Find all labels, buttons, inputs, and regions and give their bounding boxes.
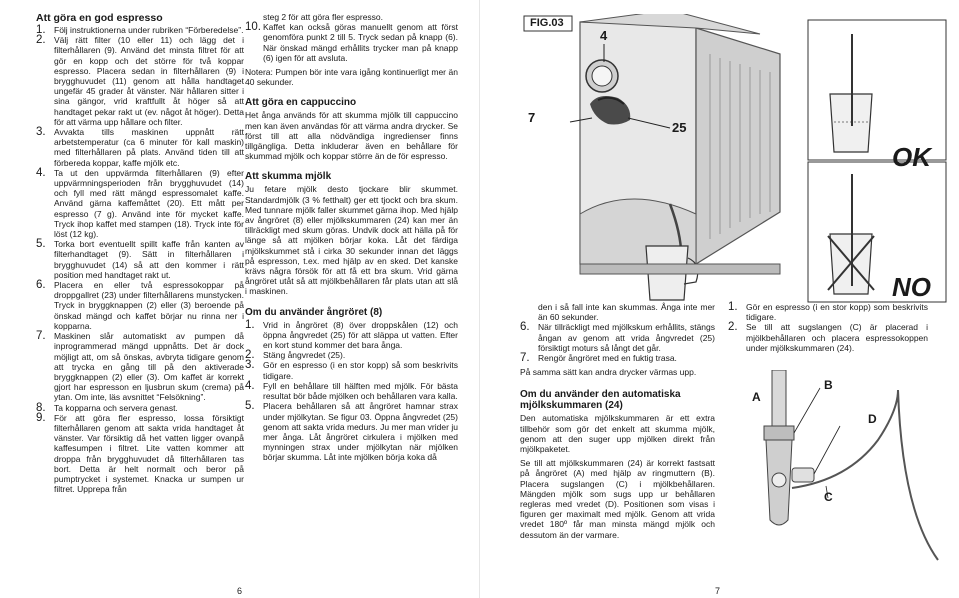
- step-number: 5.: [36, 238, 46, 251]
- label-c: C: [824, 490, 833, 504]
- page-number-right: 7: [715, 586, 721, 596]
- step-number: 3.: [245, 359, 255, 372]
- step-number: 4.: [245, 379, 255, 392]
- list-item: [728, 322, 928, 353]
- callout-4: 4: [600, 28, 608, 43]
- section-title-espresso: Att göra en god espresso: [36, 12, 163, 24]
- list-item: [520, 322, 715, 353]
- callout-7: 7: [528, 110, 536, 125]
- page-number-left: 6: [237, 586, 243, 596]
- skumma-text: Ju fetare mjölk desto tjockare blir skummet. Standardmjölk (3 % fetthalt) ger ett tjockt och bra skum. Med tunnare mjölk faller skummet gärna ihop. Med hjälp av ångröret (8) eller mjölkskummaren (24) kan mer än tillräckligt med skum göras. Undvik dock att hälla på för länge så att mjölken börjar koka. Låt det färdiga mjölkskummet stå i cirka 30 sekunder innan det läggs på espresson, t.ex. med hjälp av en sked. Det kanske krävs några försök för att få ett bra skum. Vrid gärna ångröret utåt så att mjölkbehållaren får plats utan att slå i maskinen.: [245, 184, 458, 297]
- list-item: [245, 350, 458, 360]
- list-item: [520, 353, 715, 363]
- figure-03: [520, 14, 950, 306]
- step-text: Kaffet kan också göras manuellt genom att först genomföra punkt 2 till 5. Tryck sedan på knapp (6). När önskad mängd erhållits trycker man på knapp (6) igen för att avsluta.: [263, 22, 458, 63]
- step-text: Ta ut den uppvärmda filterhållaren (9) efter uppvärmningsperioden från brygghuvudet (14) och fyll med rätt mängd espressomalet kaffe. Använd gärna kaffemåttet (20). Ett mått per espresso (7 g). Använd inte för mycket kaffe. Tryck ihop kaffet med stampen (18). Tryck inte för löst (12 kg).: [54, 167, 244, 240]
- list-item: [36, 239, 244, 280]
- auto-text-2: Se till att mjölkskummaren (24) är korrekt fastsatt på ångröret (A) med hjälp av ringmuttern (B). Placera sugslangen (C) i mjölkbehållaren. Mängden mjölk som sugs upp ur behållaren regleras med vredet (D). Positionen som visas i figuren ger maximalt med mjölk. Genom att vrida vredet 180º får man minsta mängd mjölk och dessutom än der varmare.: [520, 458, 715, 540]
- list-item: [36, 168, 244, 239]
- section-title-cappuccino: Att göra en cappuccino: [245, 97, 357, 109]
- continued-text: steg 2 för att göra fler espresso.: [263, 12, 384, 22]
- step-text: Stäng ångvredet (25).: [263, 350, 346, 361]
- list-item: [36, 331, 244, 402]
- list-item: [245, 320, 458, 351]
- label-b: B: [824, 378, 833, 392]
- list-item: [245, 401, 458, 462]
- angror-steps-list: [245, 320, 458, 463]
- list-item: [36, 35, 244, 127]
- label-d: D: [868, 412, 877, 426]
- list-item: [36, 403, 244, 413]
- auto-steps-list: [728, 302, 928, 353]
- step-text: Placera behållaren så att ångröret hamnar strax under mjölkytan. Se figur 03. Öppna ångvredet (25) genom att sakta vrida medurs. Ju mer man vrider ju mer ånga. Låt ångröret cirkulera i mjölken med mynningen strax under mjölkytan när mjölken börjar skumma. Låt inte mjölken börja koka då: [263, 401, 458, 463]
- auto-text-1: Den automatiska mjölkskummaren är ett extra tillbehör som gör det enkelt att skumma mjölk, genom att den suger upp mjölken direkt från mjölkpaketet.: [520, 413, 715, 455]
- list-item: [36, 127, 244, 168]
- section-title-angror: Om du använder ångröret (8): [245, 306, 383, 318]
- list-item: [728, 302, 928, 322]
- step-number: 6.: [520, 321, 530, 334]
- step-number: 2.: [728, 321, 738, 334]
- right-column-3: [520, 302, 715, 540]
- espresso-machine-illustration: [520, 14, 950, 306]
- page-divider: [479, 0, 480, 598]
- step-number: 7.: [520, 352, 530, 365]
- angror-steps-cont-list: [520, 322, 715, 363]
- cappuccino-text: Het ånga används för att skumma mjölk till cappuccino men kan även användas för att värma andra drycker. Se först till att alla nödvändiga ingredienser finns tillgängliga. Detta inkluderar även en behållare för skummad mjölk och koppar större än de för espresso.: [245, 110, 458, 162]
- list-item: [36, 280, 244, 331]
- ok-label: OK: [892, 142, 931, 172]
- section-title-auto: Om du använder den automatiska mjölkskummaren (24): [520, 389, 681, 412]
- step-number: 10.: [245, 21, 261, 34]
- step-text: Avvakta tills maskinen uppnått rätt arbetstemperatur (ca 6 minuter för kall maskin) med filterhållaren på plats. Använd tiden till att förbereda koppar, kaffe mjölk etc.: [54, 127, 244, 168]
- section-title-skumma: Att skumma mjölk: [245, 171, 332, 183]
- step-number: 1.: [245, 318, 255, 331]
- step-text: Rengör ångröret med en fuktig trasa.: [538, 353, 677, 364]
- step-text: Gör en espresso (i en stor kopp) som beskrivits tidigare.: [746, 302, 928, 323]
- same-text: På samma sätt kan andra drycker värmas upp.: [520, 367, 697, 378]
- list-item: [36, 413, 244, 495]
- list-item: [245, 360, 458, 380]
- right-column-4: [728, 302, 928, 353]
- step-number: 6.: [36, 279, 46, 292]
- list-item: [245, 381, 458, 401]
- milk-frother-illustration: [728, 370, 953, 580]
- step-text: Gör en espresso (i en stor kopp) så som beskrivits tidigare.: [263, 360, 458, 381]
- step-text: Välj rätt filter (10 eller 11) och lägg det i filterhållaren (9). Använd det minsta filtret för att gör en kopp och det större för två koppar espresso. Placera sedan in filterhållaren (9) i brygghuvudet (11) genom att hålla handtaget ungefär 45 grader åt vänster. När hållaren sitter i sina gängor, vrid kraftfullt åt höger så att handtaget pekar rakt ut (ev. något åt höger). Detta för att värma upp hållare och filter.: [54, 35, 244, 127]
- label-a: A: [752, 390, 761, 404]
- figure-milk-frother: [728, 370, 953, 580]
- step-number: 7.: [36, 330, 46, 343]
- list-item: [245, 22, 458, 63]
- step-text: Maskinen slår automatiskt av pumpen då inprogrammerad mängd uppnåtts. Det är dock möjligt att, om så önskas, avbryta tidigare genom att trycka en gång till på den aktiverade bryggknappen (2) eller (3). Om kaffet är korrekt gjort har espresson en ljusbrun skum (crema) på ytan. Om inte, läs avsnittet “Felsökning”.: [54, 331, 244, 403]
- step-number: 8.: [36, 401, 46, 414]
- step-text: Följ instruktionerna under rubriken “Förberedelse”.: [54, 25, 244, 35]
- callout-25: 25: [672, 120, 687, 135]
- step-text: Placera en eller två espressokoppar på droppgallret (23) under filterhållarens munstycken. Tryck in bryggknappen (2) eller (3) beroende på önskad mängd och kaffet börjar nu rinna ner i kopparna.: [54, 280, 244, 331]
- step-number: 2.: [36, 34, 46, 47]
- step-text: Vrid in ångröret (8) över droppskålen (12) och öppna ångvredet (25) för att släppa ut vatten. Efter en kort stund kommer det bara ånga.: [263, 319, 458, 351]
- figure-label: FIG.03: [530, 17, 564, 29]
- step-10-list: [245, 22, 458, 63]
- step-text: Ta kopparna och servera genast.: [54, 402, 178, 413]
- no-label: NO: [892, 272, 931, 302]
- step-number: 5.: [245, 400, 255, 413]
- step-text: När tillräckligt med mjölkskum erhållits, stängs ångan av genom att vrida ångvredet (25) försiktigt moturs så långt det går.: [538, 322, 715, 353]
- step-number: 2.: [245, 349, 255, 362]
- step-text: Torka bort eventuellt spillt kaffe från kanten av filterhandtaget (9). Sätt in filterhållaren i brygghuvudet (14) så att den kommer i rätt position med handtaget rakt ut.: [54, 239, 244, 280]
- continued-text-right: den i så fall inte kan skummas. Ånga inte mer än 60 sekunder.: [538, 302, 715, 323]
- step-number: 1.: [36, 24, 46, 36]
- step-number: 4.: [36, 166, 46, 179]
- espresso-steps-list: [36, 25, 244, 494]
- step-number: 3.: [36, 126, 46, 139]
- step-number: 1.: [728, 301, 738, 313]
- note-text: Notera: Pumpen bör inte vara igång kontinuerligt mer än 40 sekunder.: [245, 67, 458, 88]
- left-column-2: [245, 12, 458, 463]
- step-text: Fyll en behållare till hälften med mjölk. För bästa resultat bör både mjölken och behållaren vara kalla.: [263, 380, 458, 402]
- list-item: [36, 25, 244, 35]
- left-column-1: [36, 12, 244, 494]
- step-number: 9.: [36, 411, 46, 424]
- step-text: Se till att sugslangen (C) är placerad i mjölkbehållaren och placera espressokoppen under mjölkskummaren (24).: [746, 322, 928, 353]
- step-text: För att göra fler espresso, lossa försiktigt filterhållaren genom att sakta vrida handtaget åt vänster. Var försiktig då het vatten ligger ovanpå kaffesumpen i filtret. Lite vatten kommer att droppa från brygghuvudet då filterhållaren tas bort. Detta är helt normalt och beror på pumptrycket i systemet. Knacka ur sumpen ur filtret. Upprepa från: [54, 412, 244, 495]
